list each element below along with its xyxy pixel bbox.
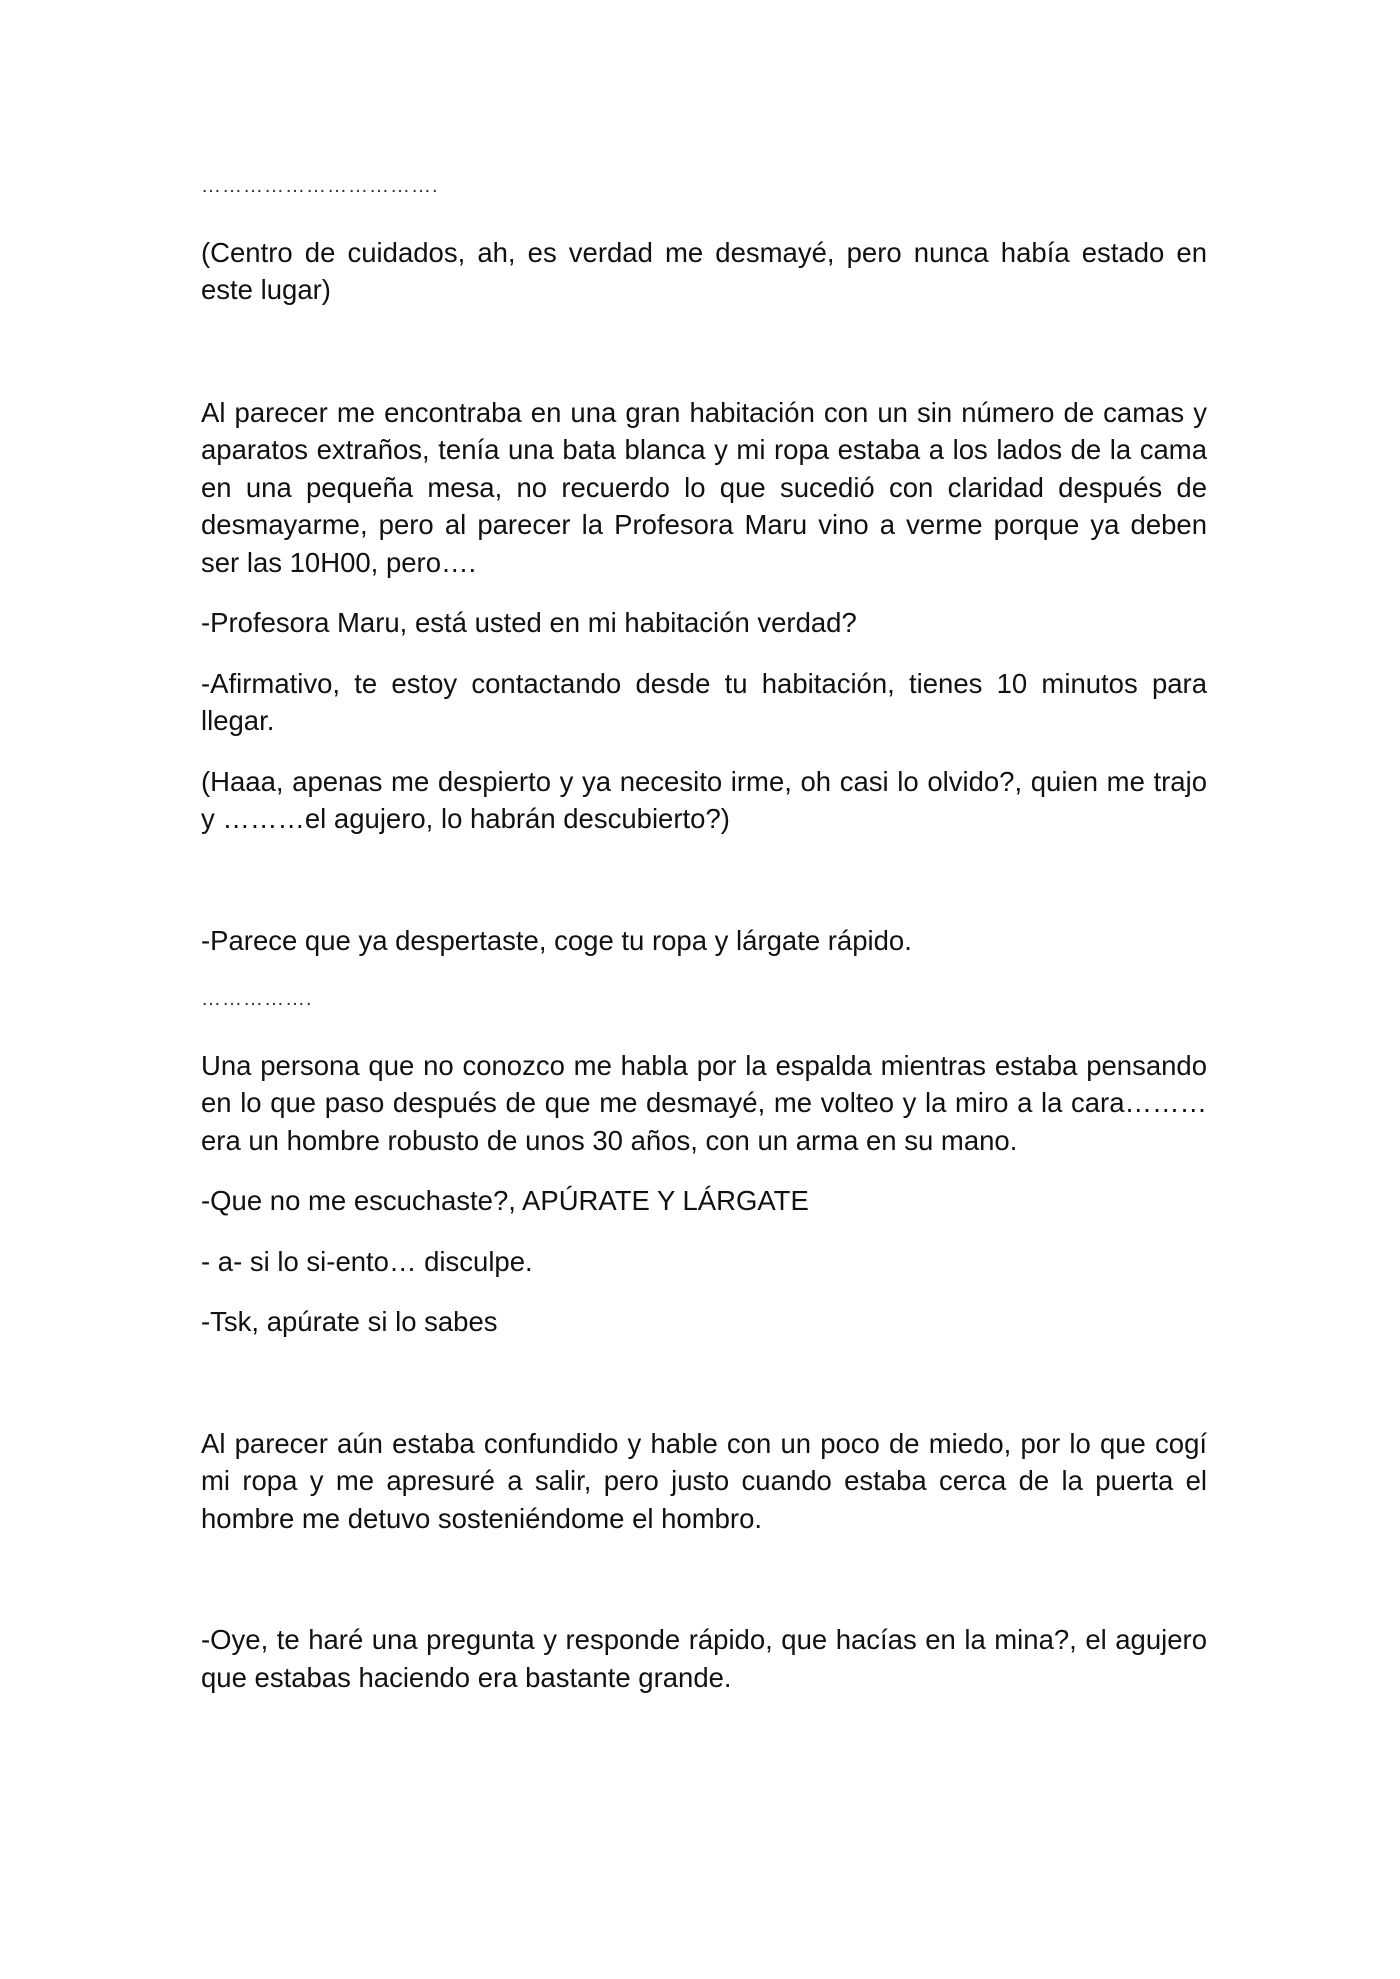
paragraph-dialogue-hurry: -Que no me escuchaste?, APÚRATE Y LÁRGATE: [201, 1185, 809, 1216]
paragraph-room-description: Al parecer me encontraba en una gran habitación con un sin número de camas y aparatos extraños, tenía una bata blanca y mi ropa estaba a los lados de la cama en una pequeña mesa, no recuerdo lo que sucedió con claridad después de desmayarme, pero al parecer la Profesora Maru vino a verme porque ya deben ser las 10H00, pero….: [201, 396, 1207, 578]
text-column: [201, 168, 1207, 1696]
paragraph-dialogue-question: -Profesora Maru, está usted en mi habitación verdad?: [201, 607, 857, 638]
scene-break-dots: …………………………….: [201, 175, 439, 197]
paragraph-confused: Al parecer aún estaba confundido y hable con un poco de miedo, por lo que cogí mi ropa y me apresuré a salir, pero justo cuando estaba cerca de la puerta el hombre me detuvo sosteniéndome el hombro.: [201, 1427, 1207, 1534]
paragraph-dialogue-mine: -Oye, te haré una pregunta y responde rápido, que hacías en la mina?, el agujero que estabas haciendo era bastante grande.: [201, 1624, 1207, 1693]
paragraph-dialogue-reply: -Afirmativo, te estoy contactando desde tu habitación, tienes 10 minutos para llegar.: [201, 667, 1207, 736]
paragraph-stranger: Una persona que no conozco me habla por la espalda mientras estaba pensando en lo que paso después de que me desmayé, me volteo y la miro a la cara……… era un hombre robusto de unos 30 años, con un arma en su mano.: [201, 1049, 1207, 1156]
paragraph-dialogue-sorry: - a- si lo si-ento… disculpe.: [201, 1245, 533, 1277]
paragraph-dialogue-tsk: -Tsk, apúrate si lo sabes: [201, 1306, 498, 1337]
paragraph-thought-hole: (Haaa, apenas me despierto y ya necesito irme, oh casi lo olvido?, quien me trajo y ………el agujero, lo habrán descubierto?): [201, 765, 1207, 834]
paragraph-dialogue-awake: -Parece que ya despertaste, coge tu ropa y lárgate rápido.: [201, 924, 912, 956]
paragraph-thought-care-center: (Centro de cuidados, ah, es verdad me desmayé, pero nunca había estado en este lugar): [201, 236, 1207, 305]
scene-break-dots-2: …………….: [201, 988, 313, 1010]
